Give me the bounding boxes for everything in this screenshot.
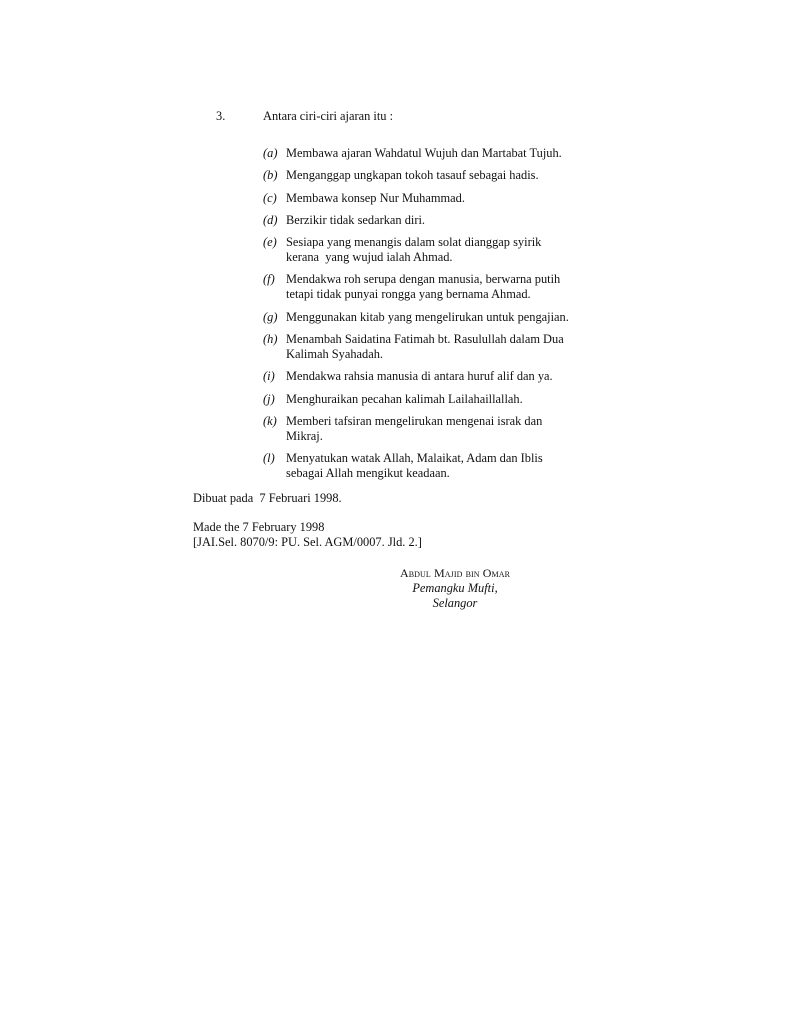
list-item-text: Mendakwa rahsia manusia di antara huruf alif dan ya. xyxy=(286,369,553,384)
list-item-marker: (i) xyxy=(263,369,275,384)
made-date-malay: Dibuat pada 7 Februari 1998. xyxy=(193,491,342,505)
list-item-text: Berzikir tidak sedarkan diri. xyxy=(286,212,426,227)
signatory-state: Selangor xyxy=(432,596,478,610)
list-item-marker: (j) xyxy=(263,391,275,406)
list-item-marker: (d) xyxy=(263,212,278,227)
list-item xyxy=(263,392,593,407)
list-item-marker: (k) xyxy=(263,413,277,428)
list-item-marker: (l) xyxy=(263,451,275,466)
made-date-english: Made the 7 February 1998 xyxy=(193,520,325,534)
list-item xyxy=(263,332,593,362)
list-item xyxy=(263,168,593,183)
list-item-marker: (f) xyxy=(263,272,275,287)
list-item-text: Menghuraikan pecahan kalimah Lailahaillallah. xyxy=(286,391,523,406)
list-item-marker: (g) xyxy=(263,309,278,324)
list-item-marker: (a) xyxy=(263,146,278,160)
signatory-title: Pemangku Mufti, xyxy=(412,581,498,595)
list-item-marker: (h) xyxy=(263,332,278,347)
list-item-text: Menggunakan kitab yang mengelirukan untuk pengajian. xyxy=(286,309,569,324)
list-item-marker: (b) xyxy=(263,168,278,183)
list-item-marker: (e) xyxy=(263,235,277,250)
list-item-text: kerana yang wujud ialah Ahmad. xyxy=(286,250,453,265)
list-item-text: sebagai Allah mengikut keadaan. xyxy=(286,466,450,481)
list-item xyxy=(263,191,593,206)
list-item xyxy=(263,213,593,228)
list-item-text: Memberi tafsiran mengelirukan mengenai israk dan xyxy=(286,413,543,428)
list-item-text: Mikraj. xyxy=(286,428,323,443)
signatory-name: Abdul Majid bin Omar xyxy=(399,566,511,580)
list-item-text: tetapi tidak punyai rongga yang bernama Ahmad. xyxy=(286,287,531,302)
list-item xyxy=(263,272,593,302)
list-item xyxy=(263,414,593,444)
reference-number: [JAI.Sel. 8070/9: PU. Sel. AGM/0007. Jld. 2.] xyxy=(193,535,422,549)
list-item xyxy=(263,451,593,481)
list-item-text: Menambah Saidatina Fatimah bt. Rasulullah dalam Dua xyxy=(286,332,564,347)
list-item-text: Menyatukan watak Allah, Malaikat, Adam dan Iblis xyxy=(286,451,543,466)
characteristics-list xyxy=(263,146,593,489)
list-item-text: Membawa ajaran Wahdatul Wujuh dan Martabat Tujuh. xyxy=(286,146,562,160)
list-item-text: Membawa konsep Nur Muhammad. xyxy=(286,190,465,205)
list-item-text: Mendakwa roh serupa dengan manusia, berwarna putih xyxy=(286,272,561,287)
section-heading: Antara ciri-ciri ajaran itu : xyxy=(263,109,394,123)
signature-block xyxy=(360,566,550,611)
list-item-text: Kalimah Syahadah. xyxy=(286,347,384,362)
list-item xyxy=(263,310,593,325)
list-item xyxy=(263,146,593,161)
list-item-text: Menganggap ungkapan tokoh tasauf sebagai hadis. xyxy=(286,168,539,183)
list-item xyxy=(263,369,593,384)
list-item xyxy=(263,235,593,265)
section-number: 3. xyxy=(216,109,226,123)
list-item-marker: (c) xyxy=(263,190,277,205)
list-item-text: Sesiapa yang menangis dalam solat dianggap syirik xyxy=(286,235,542,250)
